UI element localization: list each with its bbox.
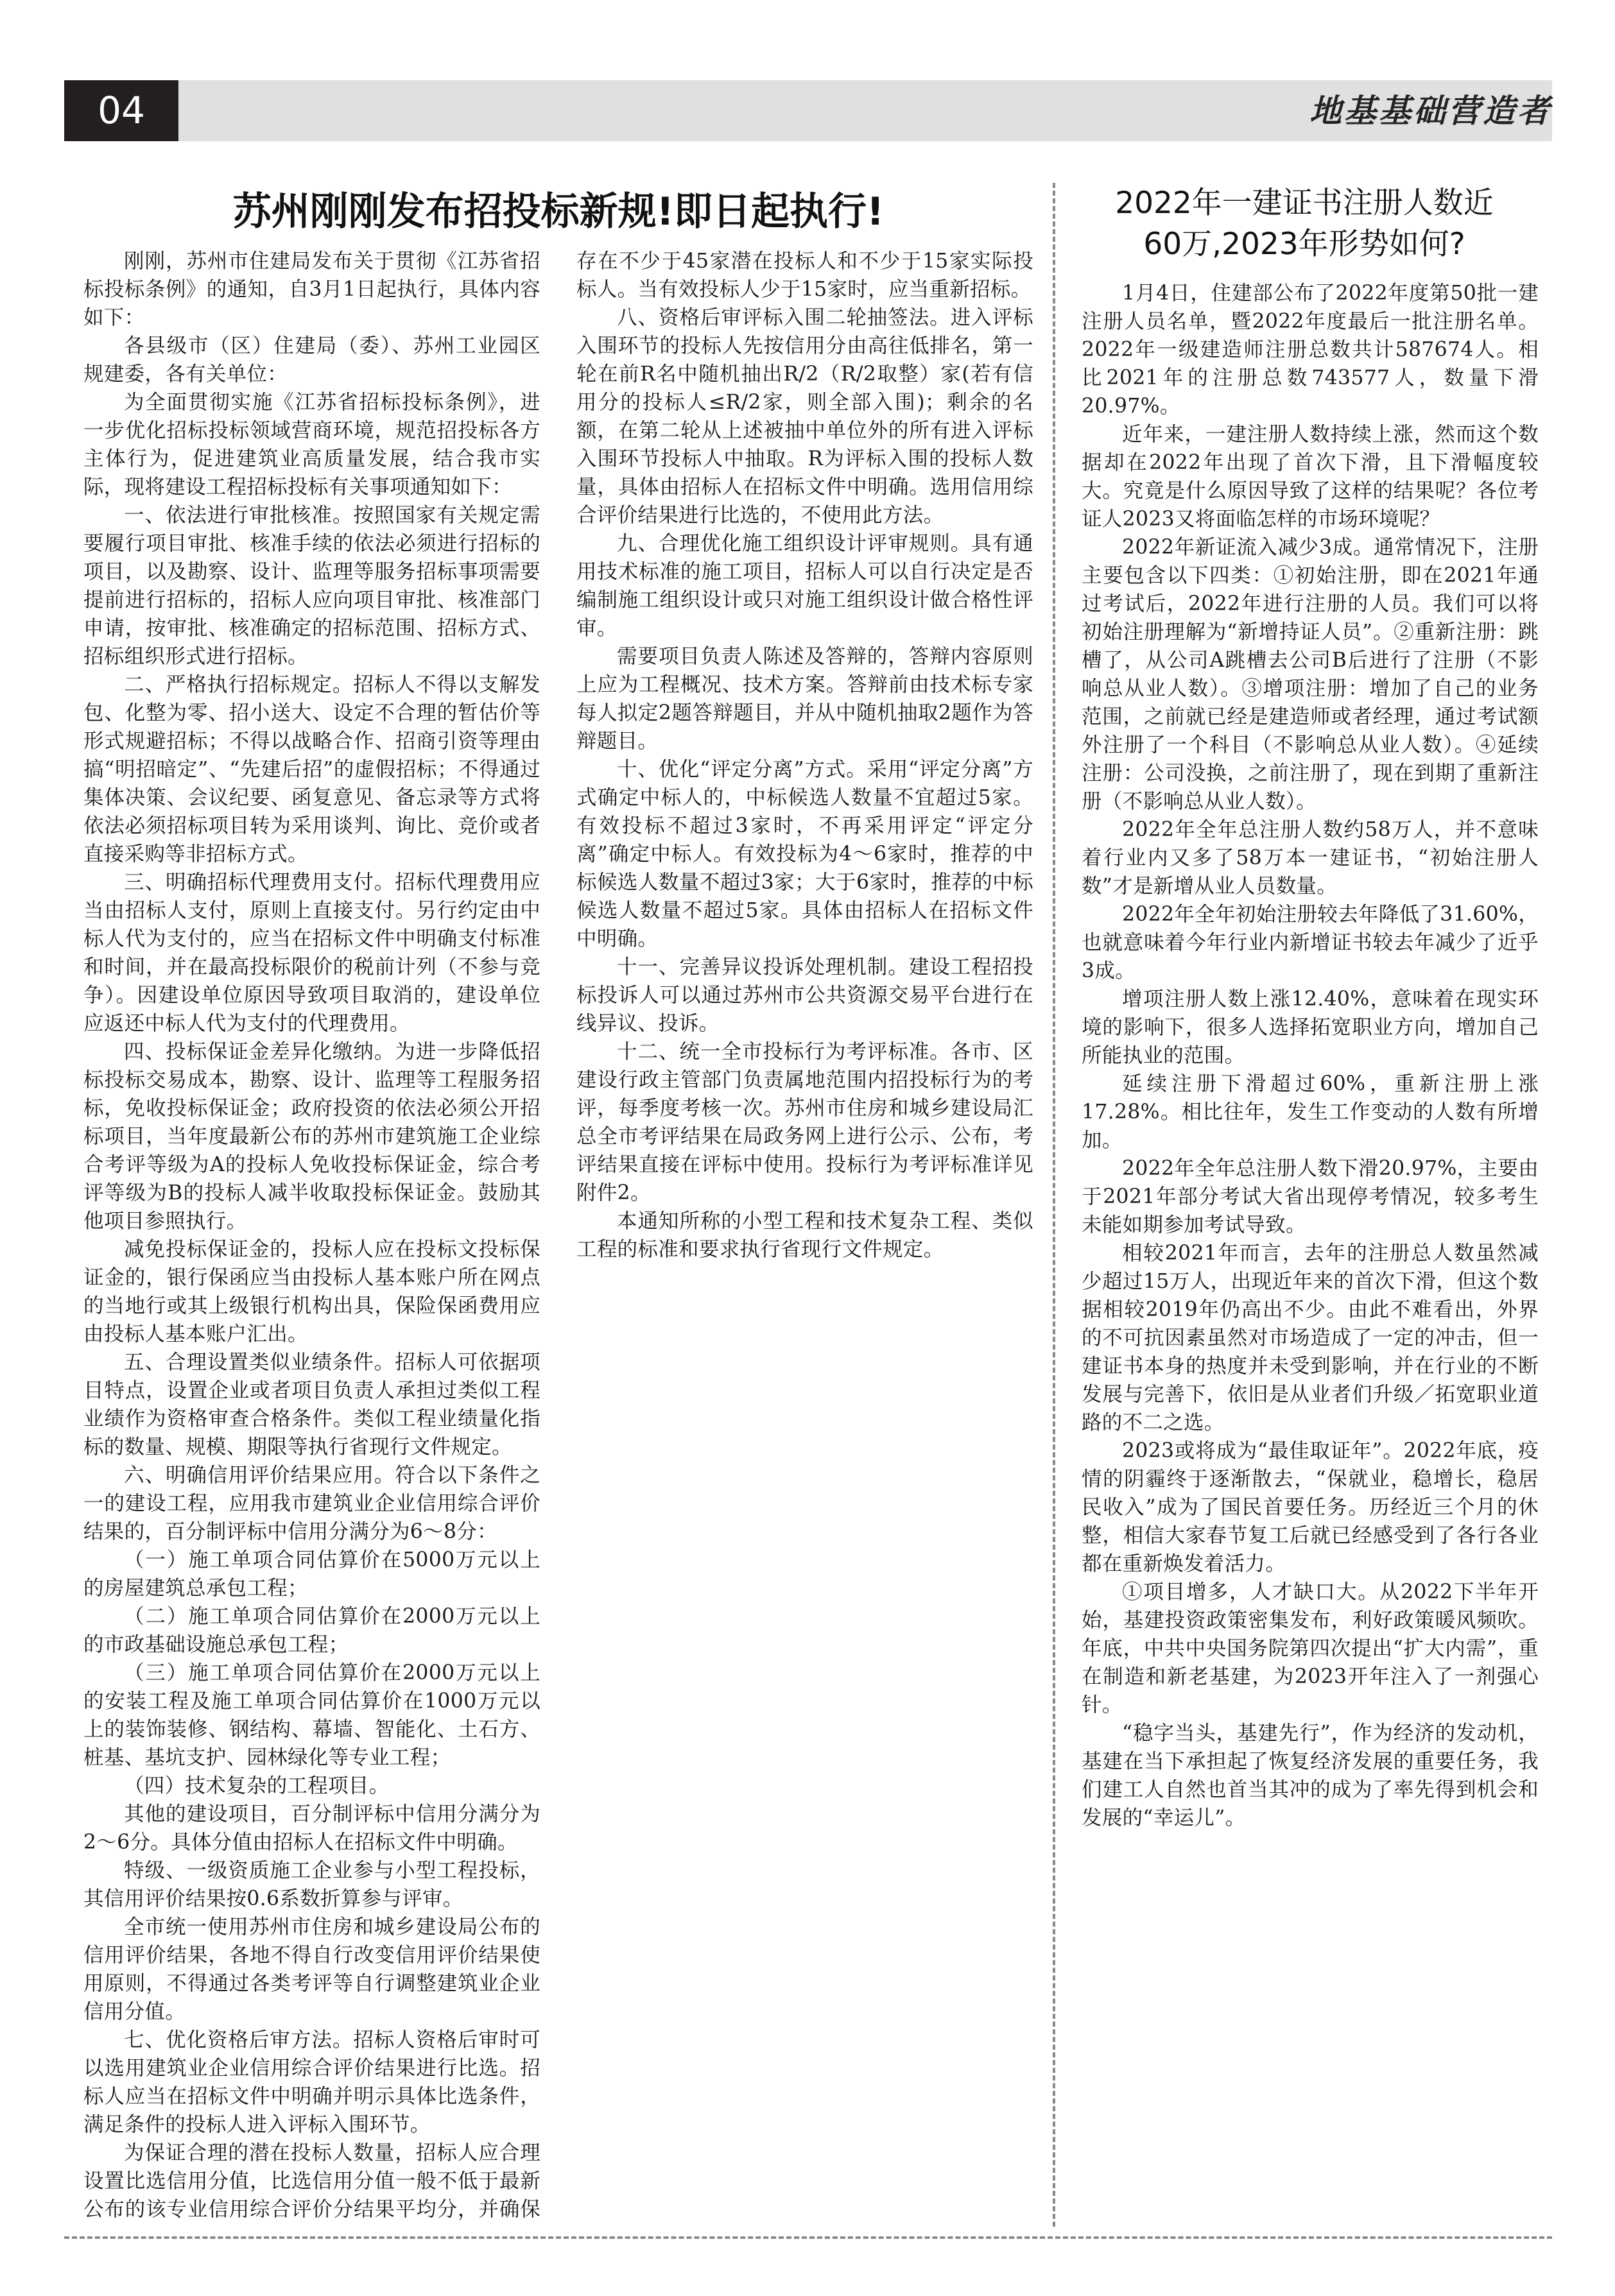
paragraph: （三）施工单项合同估算价在2000万元以上的安装工程及施工单项合同估算价在1000万元以上的装饰装修、钢结构、幕墙、智能化、土石方、桩基、基坑支护、园林绿化等专业工程；	[83, 1661, 540, 1769]
paragraph: 九、合理优化施工组织设计评审规则。具有通用技术标准的施工项目，招标人可以自行决定是否编制施工组织设计或只对施工组织设计做合格性评审。	[576, 532, 1033, 640]
paragraph: 相较2021年而言，去年的注册总人数虽然减少超过15万人，出现近年来的首次下滑，但这个数据相较2019年仍高出不少。由此不难看出，外界的不可抗因素虽然对市场造成了一定的冲击，但一建证书本身的热度并未受到影响，并在行业的不断发展与完善下，依旧是从业者们升级／拓宽职业道路的不二之选。	[1082, 1242, 1539, 1434]
paragraph: 延续注册下滑超过60%，重新注册上涨17.28%。相比往年，发生工作变动的人数有所增加。	[1082, 1072, 1539, 1152]
paragraph: 近年来，一建注册人数持续上涨，然而这个数据却在2022年出现了首次下滑，且下滑幅度较大。究竟是什么原因导致了这样的结果呢？各位考证人2023又将面临怎样的市场环境呢？	[1082, 423, 1539, 531]
paragraph: 二、严格执行招标规定。招标人不得以支解发包、化整为零、招小送大、设定不合理的暂估价等形式规避招标；不得以战略合作、招商引资等理由搞“明招暗定”、“先建后招”的虚假招标；不得通过集体决策、会议纪要、函复意见、备忘录等方式将依法必须招标项目转为采用谈判、询比、竞价或者直接采购等非招标方式。	[83, 673, 540, 866]
paragraph: 七、优化资格后审方法。招标人资格后审时可以选用建筑业企业信用综合评价结果进行比选。招标人应当在招标文件中明确并明示具体比选条件，满足条件的投标人进入评标入围环节。	[83, 2028, 540, 2136]
paragraph: 三、明确招标代理费用支付。招标代理费用应当由招标人支付，原则上直接支付。另行约定由中标人代为支付的，应当在招标文件中明确支付标准和时间，并在最高投标限价的税前计列（不参与竞争）。因建设单位原因导致项目取消的，建设单位应返还中标人代为支付的代理费用。	[83, 871, 540, 1035]
headline-right-line2: 60万,2023年形势如何?	[1143, 227, 1465, 262]
paragraph: 为保证合理的潜在投标人数量，招标人应合理设置比选信用分值，比选信用分值一般不低于最新公布的该专业信用综合评价分结果平均分，并确保存在不少于45家潜在投标人和不少于15家实际投标人。当有效投标人少于15家时，应当重新招标。	[83, 250, 1033, 2221]
paragraph: 2023或将成为“最佳取证年”。2022年底，疫情的阴霾终于逐渐散去，“保就业，稳增长，稳居民收入”成为了国民首要任务。历经近三个月的休整，相信大家春节复工后就已经感受到了各行各业都在重新焕发着活力。	[1082, 1439, 1539, 1575]
paragraph: “稳字当头，基建先行”，作为经济的发动机，基建在当下承担起了恢复经济发展的重要任务，我们建工人自然也首当其冲的成为了率先得到机会和发展的“幸运儿”。	[1082, 1722, 1539, 1829]
paragraph: 为全面贯彻实施《江苏省招标投标条例》，进一步优化招标投标领域营商环境，规范招投标各方主体行为，促进建筑业高质量发展，结合我市实际，现将建设工程招标投标有关事项通知如下：	[83, 391, 540, 499]
paragraph: 1月4日，住建部公布了2022年度第50批一建注册人员名单，暨2022年度最后一批注册名单。2022年一级建造师注册总数共计587674人。相比2021年的注册总数743577人，数量下滑20.97%。	[1082, 282, 1539, 418]
headline-left: 苏州刚刚发布招投标新规!即日起执行!	[232, 189, 885, 234]
paragraph: （四）技术复杂的工程项目。	[124, 1774, 390, 1797]
paragraph: （二）施工单项合同估算价在2000万元以上的市政基础设施总承包工程；	[83, 1605, 540, 1656]
paragraph: ①项目增多，人才缺口大。从2022下半年开始，基建投资政策密集发布，利好政策暖风频吹。年底，中共中央国务院第四次提出“扩大内需”，重在制造和新老基建，为2023开年注入了一剂强心针。	[1082, 1581, 1539, 1717]
paragraph: 2022年全年总注册人数约58万人，并不意味着行业内又多了58万本一建证书，“初始注册人数”才是新增从业人员数量。	[1082, 818, 1539, 898]
paragraph: 各县级市（区）住建局（委）、苏州工业园区规建委，各有关单位：	[83, 334, 540, 386]
paragraph: 2022年全年初始注册较去年降低了31.60%，也就意味着今年行业内新增证书较去年减少了近乎3成。	[1082, 903, 1539, 982]
paragraph: 特级、一级资质施工企业参与小型工程投标，其信用评价结果按0.6系数折算参与评审。	[83, 1859, 540, 1910]
headline-right	[1073, 183, 1535, 265]
paragraph: 2022年新证流入减少3成。通常情况下，注册主要包含以下四类：①初始注册，即在2021年通过考试后，2022年进行注册的人员。我们可以将初始注册理解为“新增持证人员”。②重新注册：跳槽了，从公司A跳槽去公司B后进行了注册（不影响总从业人数）。③增项注册：增加了自己的业务范围，之前就已经是建造师或者经理，通过考试额外注册了一个科目（不影响总从业人数）。④延续注册：公司没换，之前注册了，现在到期了重新注册（不影响总从业人数）。	[1082, 536, 1539, 813]
article-left-body	[83, 247, 1033, 2227]
paragraph: 减免投标保证金的，投标人应在投标文投标保证金的，银行保函应当由投标人基本账户所在网点的当地行或其上级银行机构出具，保险保函费用应由投标人基本账户汇出。	[83, 1238, 540, 1346]
paragraph: （一）施工单项合同估算价在5000万元以上的房屋建筑总承包工程；	[83, 1548, 540, 1600]
paragraph: 十一、完善异议投诉处理机制。建设工程招投标投诉人可以通过苏州市公共资源交易平台进行在线异议、投诉。	[576, 955, 1033, 1035]
paragraph: 需要项目负责人陈述及答辩的，答辩内容原则上应为工程概况、技术方案。答辩前由技术标专家每人拟定2题答辩题目，并从中随机抽取2题作为答辩题目。	[576, 645, 1033, 753]
paragraph: 十二、统一全市投标行为考评标准。各市、区建设行政主管部门负责属地范围内招投标行为的考评，每季度考核一次。苏州市住房和城乡建设局汇总全市考评结果在局政务网上进行公示、公布，考评结果直接在评标中使用。投标行为考评标准详见附件2。	[576, 1040, 1033, 1204]
paragraph: 本通知所称的小型工程和技术复杂工程、类似工程的标准和要求执行省现行文件规定。	[576, 1210, 1033, 1261]
paragraph: 十、优化“评定分离”方式。采用“评定分离”方式确定中标人的，中标候选人数量不宜超过5家。有效投标不超过3家时，不再采用评定“评定分离”确定中标人。有效投标为4～6家时，推荐的中标候选人数量不超过3家；大于6家时，推荐的中标候选人数量不超过5家。具体由招标人在招标文件中明确。	[576, 758, 1033, 950]
paragraph: 2022年全年总注册人数下滑20.97%，主要由于2021年部分考试大省出现停考情况，较多考生未能如期参加考试导致。	[1082, 1157, 1539, 1237]
bottom-rule	[64, 2236, 1552, 2239]
paragraph: 其他的建设项目，百分制评标中信用分满分为2～6分。具体分值由招标人在招标文件中明确。	[83, 1803, 540, 1854]
paragraph: 六、明确信用评价结果应用。符合以下条件之一的建设工程，应用我市建筑业企业信用综合评价结果的，百分制评标中信用分满分为6～8分：	[83, 1464, 540, 1543]
masthead: 地基基础营造者	[1309, 92, 1552, 130]
paragraph: 四、投标保证金差异化缴纳。为进一步降低招标投标交易成本，勘察、设计、监理等工程服务招标，免收投标保证金；政府投资的依法必须公开招标项目，当年度最新公布的苏州市建筑施工企业综合考评等级为A的投标人免收投标保证金，综合考评等级为B的投标人减半收取投标保证金。鼓励其他项目参照执行。	[83, 1040, 540, 1233]
article-right-body	[1082, 279, 1539, 2230]
paragraph: 一、依法进行审批核准。按照国家有关规定需要履行项目审批、核准手续的依法必须进行招标的项目，以及勘察、设计、监理等服务招标事项需要提前进行招标的，招标人应向项目审批、核准部门申请，按审批、核准确定的招标范围、招标方式、招标组织形式进行招标。	[83, 504, 540, 668]
column-divider	[1053, 183, 1055, 2227]
paragraph: 增项注册人数上涨12.40%，意味着在现实环境的影响下，很多人选择拓宽职业方向，增加自己所能执业的范围。	[1082, 988, 1539, 1067]
paragraph: 全市统一使用苏州市住房和城乡建设局公布的信用评价结果，各地不得自行改变信用评价结果使用原则，不得通过各类考评等自行调整建筑业企业信用分值。	[83, 1915, 540, 2023]
paragraph: 八、资格后审评标入围二轮抽签法。进入评标入围环节的投标人先按信用分由高往低排名，第一轮在前R名中随机抽出R/2（R/2取整）家(若有信用分的投标人≤R/2家，则全部入围)；剩余的名额，在第二轮从上述被抽中单位外的所有进入评标入围环节投标人中抽取。R为评标入围的投标人数量，具体由招标人在招标文件中明确。选用信用综合评价结果进行比选的，不使用此方法。	[576, 306, 1033, 527]
paragraph: 五、合理设置类似业绩条件。招标人可依据项目特点，设置企业或者项目负责人承担过类似工程业绩作为资格审查合格条件。类似工程业绩量化指标的数量、规模、期限等执行省现行文件规定。	[83, 1351, 540, 1459]
paragraph: 刚刚，苏州市住建局发布关于贯彻《江苏省招标投标条例》的通知，自3月1日起执行，具体内容如下：	[83, 250, 540, 329]
page-number: 04	[64, 80, 178, 141]
headline-right-line1: 2022年一建证书注册人数近	[1115, 185, 1494, 221]
